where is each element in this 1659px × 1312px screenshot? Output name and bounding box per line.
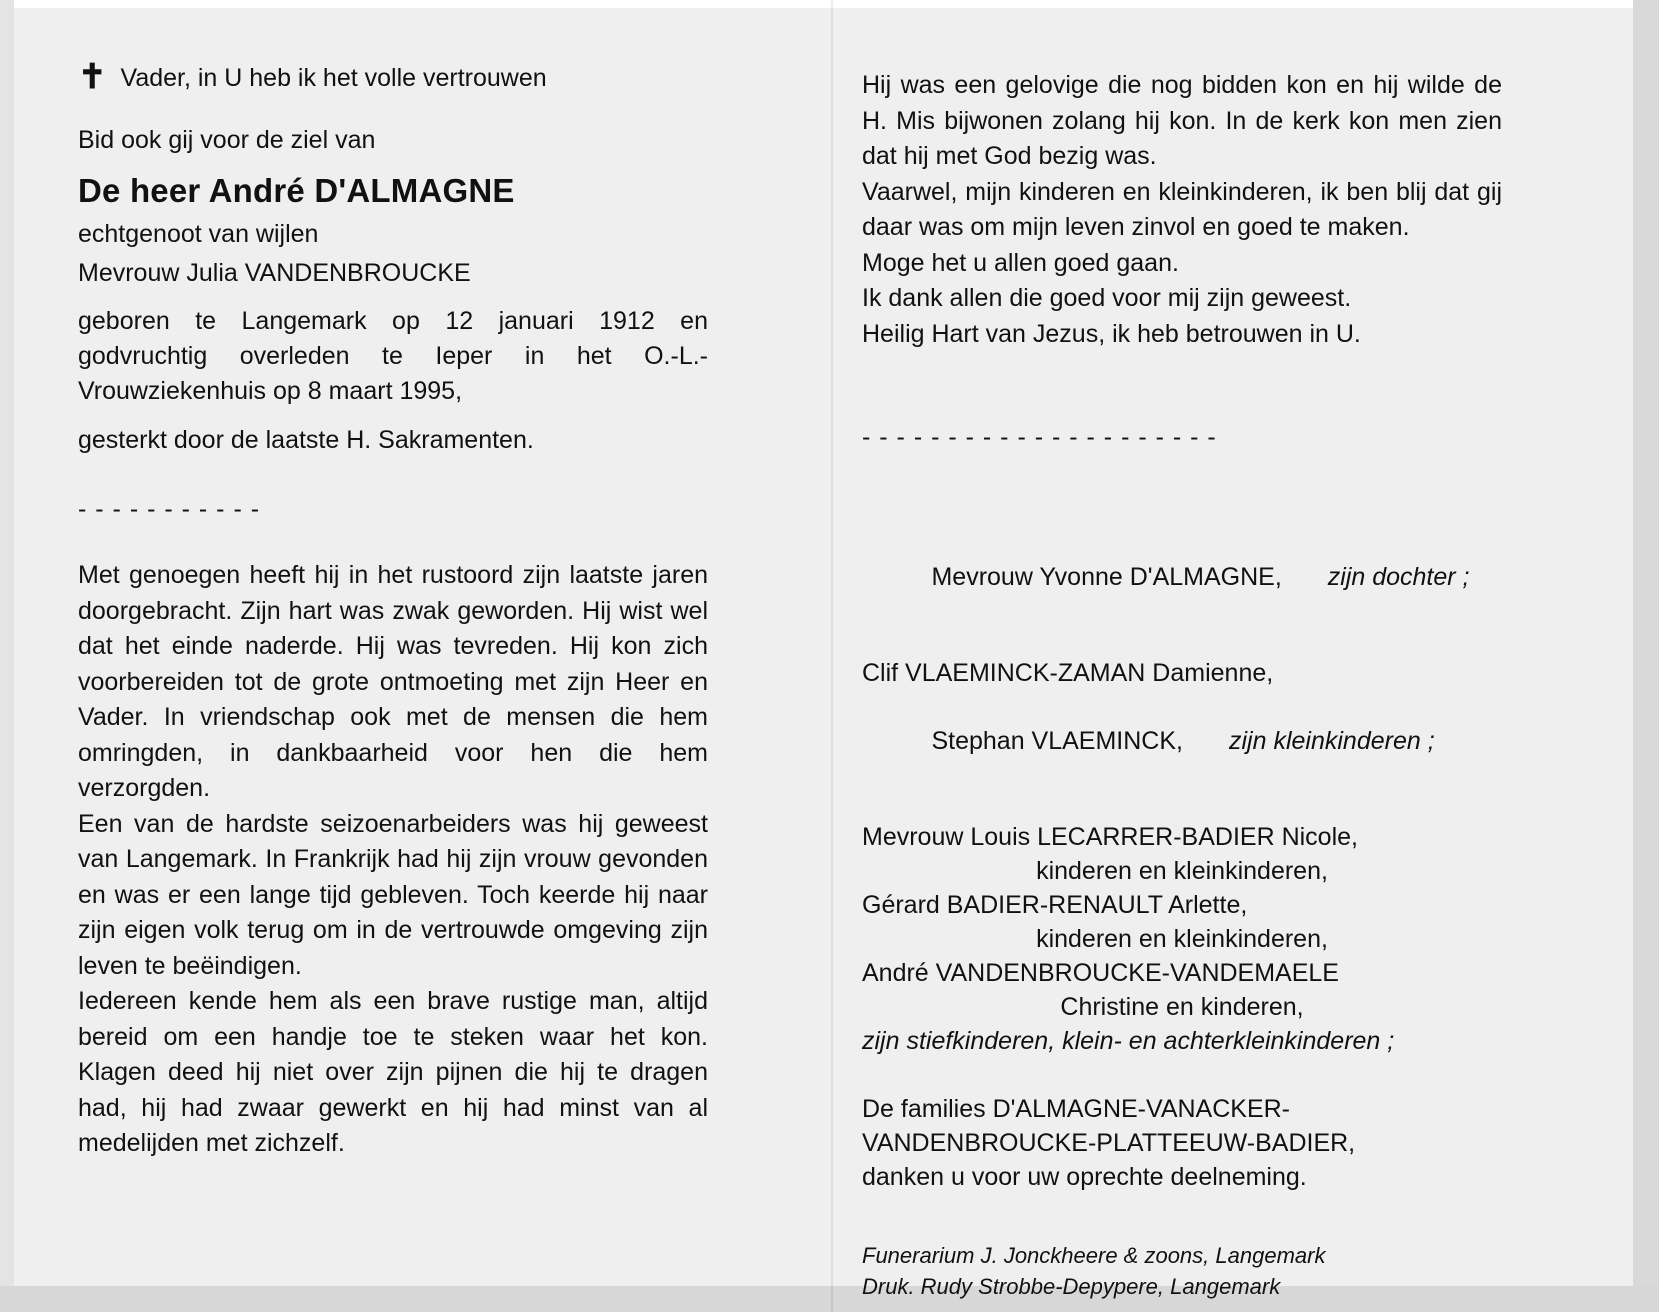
farewell-paragraph-5: Heilig Hart van Jezus, ik heb betrouwen in U.	[862, 319, 1361, 348]
spouse-name: Mevrouw Julia VANDENBROUCKE	[78, 259, 471, 287]
card-fold-line	[831, 0, 833, 1312]
families-thanks	[862, 1092, 1502, 1194]
right-divider: - - - - - - - - - - - - - - - - - - - - -	[862, 423, 1217, 451]
family-member-line: Mevrouw Louis LECARRER-BADIER Nicole,	[862, 823, 1358, 851]
family-member-line: kinderen en kleinkinderen,	[1036, 857, 1328, 885]
farewell-paragraph-3: Moge het u allen goed gaan.	[862, 248, 1179, 277]
spouse-prefix: echtgenoot van wijlen	[78, 220, 319, 248]
eulogy-paragraph-2: Een van de hardste seizoenarbeiders was hij geweest van Langemark. In Frankrijk had hij zijn vrouw gevonden en was er een lange tijd gebleven. Toch keerde hij naar zijn eigen volk terug om in de vertrouwde omgeving zijn leven te beëindigen.	[78, 809, 708, 980]
deceased-name: De heer André D'ALMAGNE	[78, 172, 515, 209]
families-line-2: VANDENBROUCKE-PLATTEEUW-BADIER,	[862, 1129, 1356, 1157]
family-member-line: kinderen en kleinkinderen,	[1036, 925, 1328, 953]
eulogy-paragraph-3: Iedereen kende hem als een brave rustige man, altijd bereid om een handje toe te steken waar het kon. Klagen deed hij niet over zijn pijnen die hij te dragen had, hij had zwaar gewerkt en hij had minst van al medelijden met zichzelf.	[78, 987, 708, 1157]
imprint-block	[862, 1240, 1502, 1302]
thanks-line: danken u voor uw oprechte deelneming.	[862, 1163, 1307, 1191]
birth-death-info: geboren te Langemark op 12 januari 1912 en godvruchtig overleden te Ieper in het O.-L.-Vrouwziekenhuis op 8 maart 1995,	[78, 307, 708, 405]
cross-icon: ✝	[78, 58, 107, 96]
farewell-paragraph-2: Vaarwel, mijn kinderen en kleinkinderen, ik ben blij dat gij daar was om mijn leven zinvol en goed te maken.	[862, 177, 1502, 241]
family-group	[862, 656, 1502, 792]
family-relation: zijn kleinkinderen ;	[1228, 727, 1435, 755]
family-member-name: Mevrouw Yvonne D'ALMAGNE,	[931, 563, 1282, 591]
family-member-line	[862, 690, 1502, 792]
left-divider: - - - - - - - - - - -	[78, 495, 261, 523]
pray-line: Bid ook gij voor de ziel van	[78, 126, 376, 154]
family-member-line	[862, 526, 1502, 628]
right-column	[862, 68, 1502, 1302]
farewell-paragraphs	[862, 68, 1502, 352]
printer: Druk. Rudy Strobbe-Depypere, Langemark	[862, 1274, 1281, 1299]
left-column	[78, 58, 708, 1162]
sacraments-line: gesterkt door de laatste H. Sakramenten.	[78, 426, 534, 454]
family-relation: zijn stiefkinderen, klein- en achterkleinkinderen ;	[862, 1027, 1395, 1055]
family-group	[862, 526, 1502, 628]
eulogy-paragraph-1: Met genoegen heeft hij in het rustoord zijn laatste jaren doorgebracht. Zijn hart was zwak geworden. Hij wist wel dat het einde naderde. Hij was tevreden. Hij kon zich voorbereiden tot de grote ontmoeting met zijn Heer en Vader. In vriendschap ook met de mensen die hem omringden, in dankbaarheid voor hen die hem verzorgden.	[78, 561, 708, 802]
scan-edge-right	[1633, 0, 1659, 1312]
family-relation: zijn dochter ;	[1327, 563, 1470, 591]
farewell-paragraph-1: Hij was een gelovige die nog bidden kon en hij wilde de H. Mis bijwonen zolang hij kon. In de kerk kon men zien dat hij met God bezig was.	[862, 71, 1502, 170]
family-member-line: Christine en kinderen,	[1060, 993, 1304, 1021]
funeral-home: Funerarium J. Jonckheere & zoons, Langemark	[862, 1243, 1326, 1268]
family-member-name: Stephan VLAEMINCK,	[931, 727, 1183, 755]
families-line-1: De families D'ALMAGNE-VANACKER-	[862, 1095, 1291, 1123]
eulogy-paragraphs	[78, 558, 708, 1162]
family-member-line: André VANDENBROUCKE-VANDEMAELE	[862, 959, 1339, 987]
scan-edge-left	[0, 0, 14, 1312]
opening-row	[78, 58, 708, 94]
family-list	[862, 526, 1502, 1058]
scan-edge-top	[0, 0, 1659, 8]
family-group	[862, 820, 1502, 1058]
family-member-line: Gérard BADIER-RENAULT Arlette,	[862, 891, 1248, 919]
family-member-line: Clif VLAEMINCK-ZAMAN Damienne,	[862, 659, 1274, 687]
opening-line: Vader, in U heb ik het volle vertrouwen	[120, 64, 547, 92]
farewell-paragraph-4: Ik dank allen die goed voor mij zijn geweest.	[862, 284, 1352, 312]
